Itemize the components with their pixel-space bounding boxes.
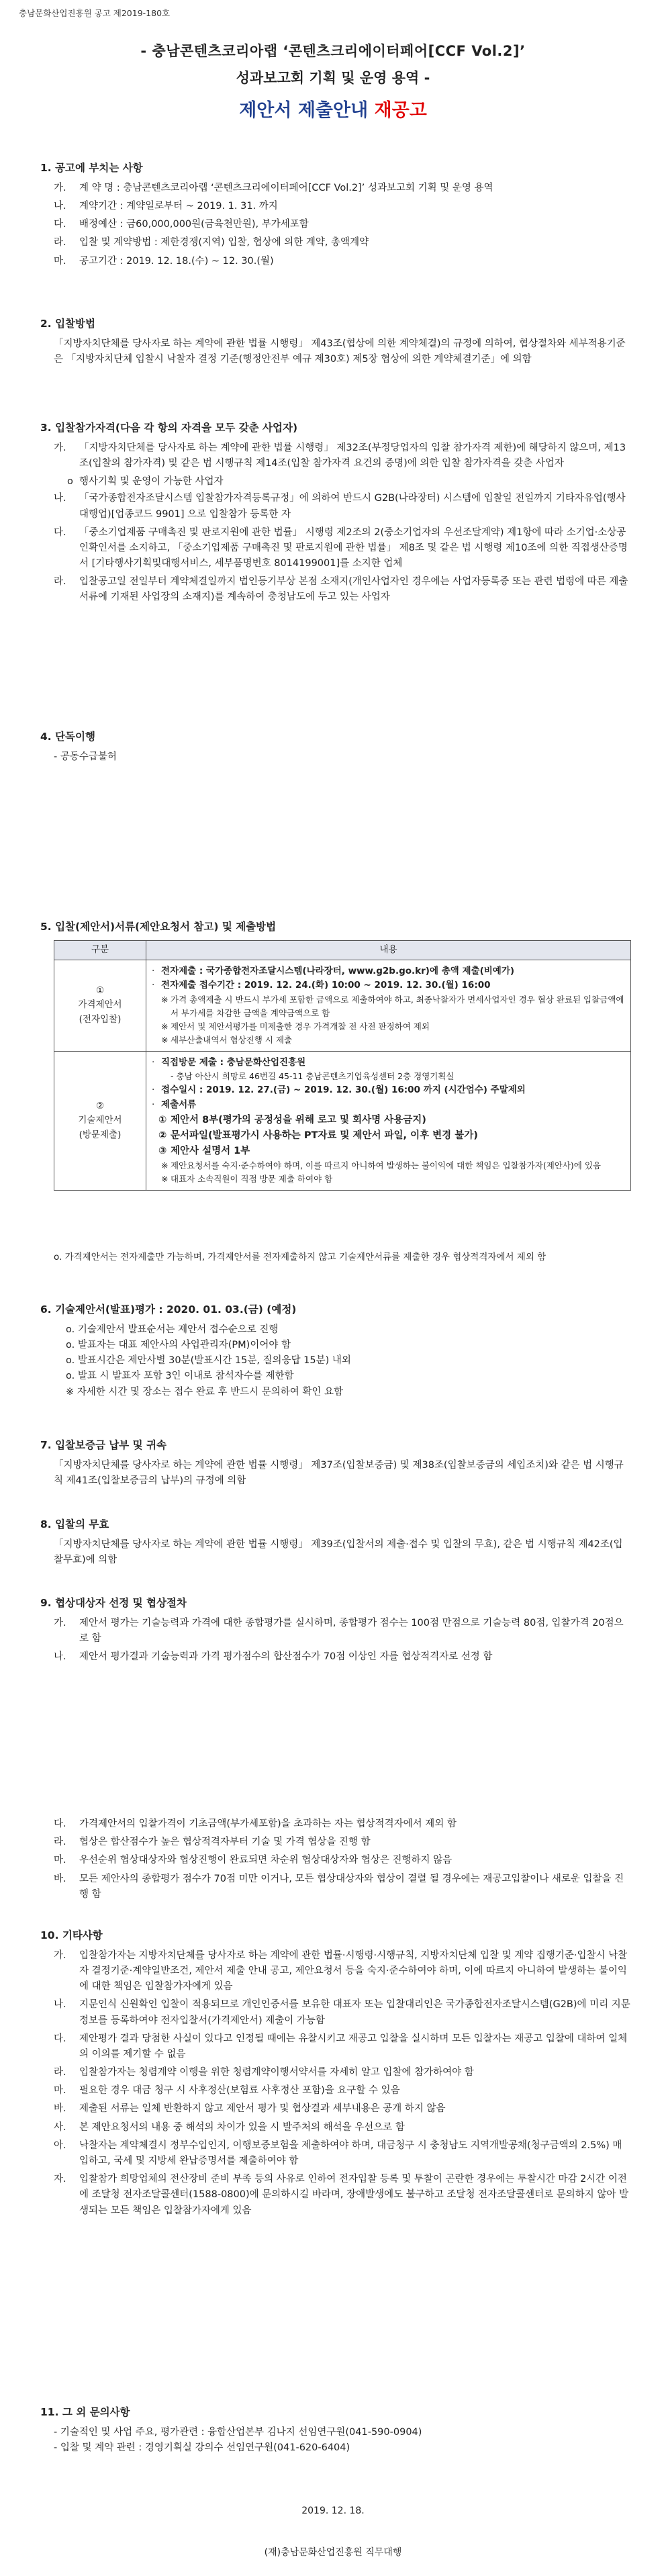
section-7-text: 「지방자치단체를 당사자로 하는 계약에 관한 법률 시행령」 제37조(입찰보증금) 및 제38조(입찰보증금의 세입조치)와 같은 법 시행규칙 제41조(입찰보증금의 납부)의 규정에 의함 <box>54 1459 624 1486</box>
item-text: 본 제안요청서의 내용 중 해석의 차이가 있을 시 발주처의 해석을 우선으로 함 <box>79 2121 405 2133</box>
section-3-item <box>40 574 631 605</box>
title-line-1: - 충남콘텐츠코리아랩 ‘콘텐츠크리에이터페어[CCF Vol.2]’ <box>140 43 526 59</box>
section-3-item <box>40 441 631 471</box>
item-marker: 라. <box>54 1837 66 1848</box>
table-header-kind: 구분 <box>54 941 146 960</box>
section-10-item <box>40 2065 631 2080</box>
cell-note: ※ 제안요청서를 숙지·준수하여야 하며, 이를 따르지 아니하여 발생하는 불이익에 대한 책임은 입찰참가자(제안사)에 있음 <box>161 1160 602 1171</box>
section-6-line: ※ 자세한 시간 및 장소는 접수 완료 후 반드시 문의하여 확인 요함 <box>66 1386 344 1397</box>
section-1 <box>40 160 631 272</box>
section-3 <box>40 420 631 608</box>
section-2 <box>40 316 631 367</box>
item-marker: 라. <box>54 237 66 248</box>
item-text: 공고기간 : 2019. 12. 18.(수) ~ 12. 30.(월) <box>79 255 274 267</box>
cell-line: · 직접방문 제출 : 충남문화산업진흥원 <box>152 1056 306 1068</box>
item-text: 제안서 평가는 기술능력과 가격에 대한 종합평가를 실시하며, 종합평가 점수는 100점 만점으로 기술능력 80점, 입찰가격 20점으로 함 <box>79 1617 624 1644</box>
announcement-date: 2019. 12. 18. <box>301 2505 365 2516</box>
item-marker: 나. <box>54 493 66 504</box>
cell-line: · 전자제출 접수기간 : 2019. 12. 24.(화) 10:00 ~ 2019. 12. 30.(월) 16:00 <box>152 980 491 991</box>
doc-number: 충남문화산업진흥원 공고 제2019-180호 <box>19 8 171 18</box>
table-row <box>54 960 631 1051</box>
item-text: 입찰공고일 전일부터 계약체결일까지 법인등기부상 본점 소재지(개인사업자인 경우에는 사업자등록증 또는 관련 법령에 따른 제출 서류에 기재된 사업장의 소재지)를 계속하여 충청남도에 두고 있는 사업자 <box>79 576 628 603</box>
item-text: 모든 제안사의 종합평가 점수가 70점 미만 이거나, 모든 협상대상자와 협상이 결렬 될 경우에는 재공고입찰이나 새로운 입찰을 진행 함 <box>79 1873 624 1900</box>
item-text: 입찰참가자는 지방자치단체를 당사자로 하는 계약에 관한 법률·시행령·시행규칙, 지방자치단체 입찰 및 계약 집행기준·입찰시 낙찰자 결정기준·계약일반조건, 제안서 제출 안내 공고, 제안요청서 등을 숙지·준수하여야 하며, 이에 따르지 아니하여 발생하는 불이익에 대한 책임은 입찰참가자에게 있음 <box>79 1949 628 1992</box>
cell-note: ※ 제안서 및 제안서평가를 미제출한 경우 가격개찰 전 사전 판정하여 제외 <box>161 1021 430 1031</box>
cell-note-text: 제안요청서를 숙지·준수하여야 하며, 이를 따르지 아니하여 발생하는 불이익에 대한 책임은 입찰참가자(제안사)에 있음 <box>171 1160 602 1171</box>
title-line-2: 성과보고회 기획 및 운영 용역 - <box>236 69 430 86</box>
item-marker: 가. <box>54 1617 66 1628</box>
section-8-text: 「지방자치단체를 당사자로 하는 계약에 관한 법률 시행령」 제39조(입찰서의 제출·접수 및 입찰의 무효), 같은 법 시행규칙 제42조(입찰무효)에 의함 <box>54 1538 623 1565</box>
section-9-item <box>40 1816 631 1832</box>
item-text: 협상은 합산점수가 높은 협상적격자부터 기술 및 가격 협상을 진행 함 <box>79 1837 371 1848</box>
section-3-heading: 3. 입찰참가자격(다음 각 항의 자격을 모두 갖춘 사업자) <box>40 422 298 434</box>
table-header-content: 내용 <box>146 941 631 960</box>
section-6-line: o. 발표 시 발표자 포함 3인 이내로 참석자수를 제한함 <box>66 1371 294 1382</box>
title-reannounce: 재공고 <box>374 100 427 122</box>
section-10-item <box>40 2172 631 2219</box>
table-row <box>54 1051 631 1190</box>
section-1-item <box>40 199 631 214</box>
item-marker: 자. <box>54 2174 66 2185</box>
cell-note-text: 가격 총액제출 시 반드시 부가세 포함한 금액으로 제출하여야 하고, 최종낙찰자가 면세사업자인 경우 협상 완료된 입찰금액에서 부가세를 차감한 금액을 계약금액으로 함 <box>171 994 624 1018</box>
cell-text: 직접방문 제출 : 충남문화산업진흥원 <box>161 1056 306 1068</box>
section-10 <box>40 1927 631 2221</box>
cell-address: - 충남 아산시 희망로 46번길 45-11 충남콘텐츠기업육성센터 2층 경영기획실 <box>171 1071 455 1082</box>
section-9-item <box>40 1649 631 1665</box>
item-marker: o <box>67 476 73 488</box>
section-3-item <box>40 525 631 572</box>
submit-doc-text: 제안사 설명서 1부 <box>171 1145 250 1156</box>
row-label-num: ② <box>95 1100 105 1111</box>
section-8 <box>40 1516 631 1568</box>
cell-note: ※ 세부산출내역서 협상진행 시 제출 <box>161 1034 292 1045</box>
section-3-item <box>40 491 631 522</box>
section-6 <box>40 1301 631 1400</box>
cell-note-text: 대표자 소속직원이 직접 방문 제출 하여야 함 <box>171 1174 333 1185</box>
section-9 <box>40 1595 631 1667</box>
item-text: 가격제안서의 입찰가격이 기초금액(부가세포함)을 초과하는 자는 협상적격자에서 제외 함 <box>79 1819 457 1829</box>
item-marker: 가. <box>54 1949 66 1961</box>
item-marker: 마. <box>54 2085 66 2097</box>
item-marker: 다. <box>54 219 66 230</box>
item-marker: 라. <box>54 2067 66 2078</box>
row-label-method: (전자입찰) <box>79 1013 122 1025</box>
submit-doc-text: 문서파일(발표평가시 사용하는 PT자료 및 제안서 파일, 이후 변경 불가) <box>171 1130 478 1141</box>
item-text: 낙찰자는 계약체결시 정부수입인지, 이행보증보험을 제출하여야 하며, 대금청구 시 충청남도 지역개발공채(청구금액의 2.5%) 매입하고, 국세 및 지방세 완납증명서를 제출하여야 함 <box>79 2140 622 2167</box>
submission-table <box>54 940 631 1191</box>
item-text: 필요한 경우 대금 청구 시 사후정산(보험료 사후정산 포함)을 요구할 수 있음 <box>79 2085 400 2097</box>
section-9-item <box>40 1835 631 1850</box>
section-6-line: o. 발표자는 대표 제안사의 사업관리자(PM)이어야 함 <box>66 1339 291 1350</box>
cell-line: · 전자제출 : 국가종합전자조달시스템(나라장터, www.g2b.go.kr)에 총액 제출(비예가) <box>152 965 515 976</box>
item-marker: 나. <box>54 200 66 212</box>
item-marker: 사. <box>54 2121 66 2133</box>
row-label-price <box>54 960 146 1051</box>
section-4 <box>40 729 631 765</box>
row-label-method: (방문제출) <box>79 1129 122 1140</box>
section-9-item <box>40 1872 631 1902</box>
section-1-item <box>40 235 631 250</box>
cell-line: · 제출서류 <box>152 1099 197 1110</box>
section-10-item <box>40 2120 631 2135</box>
section-3-subitem <box>40 474 631 490</box>
item-text: 제출된 서류는 일체 반환하지 않고 제안서 평가 및 협상결과 세부내용은 공개 하지 않음 <box>79 2103 446 2115</box>
section-2-heading: 2. 입찰방법 <box>40 318 95 330</box>
item-text: 배정예산 : 금60,000,000원(금육천만원), 부가세포함 <box>79 219 309 230</box>
section-6-line: o. 기술제안서 발표순서는 제안서 접수순으로 진행 <box>66 1324 279 1335</box>
row-label-title: 기술제안서 <box>78 1115 122 1126</box>
item-marker: 가. <box>54 442 66 453</box>
title-line-3 <box>0 96 666 125</box>
item-marker: 나. <box>54 1651 66 1663</box>
cell-note: ※ 가격 총액제출 시 반드시 부가세 포함한 금액으로 제출하여야 하고, 최종낙찰자가 면세사업자인 경우 협상 완료된 입찰금액에서 부가세를 차감한 금액을 계약금액으로 함 <box>161 994 624 1018</box>
section-10-item <box>40 1997 631 2028</box>
section-9-item <box>40 1616 631 1647</box>
item-text: 「국가종합전자조달시스템 입찰참가자격등록규정」에 의하여 반드시 G2B(나라장터) 시스템에 입찰일 전일까지 기타자유업(행사대행업)[업종코드 9901] 으로 입찰참가 등록한 자 <box>79 493 626 520</box>
section-11 <box>40 2404 631 2456</box>
row-label-num: ① <box>95 984 105 996</box>
item-text: 지문인식 신원확인 입찰이 적용되므로 개인인증서를 보유한 대표자 또는 입찰대리인은 국가종합전자조달시스템(G2B)에 미리 지문정보를 등록하여야 전자입찰서(가격제안서) 제출이 가능함 <box>79 1999 630 2026</box>
item-text: 제안서 평가결과 기술능력과 가격 평가점수의 합산점수가 70점 이상인 자를 협상적격자로 선정 함 <box>79 1651 493 1663</box>
section-4-heading: 4. 단독이행 <box>40 731 95 743</box>
section-10-item <box>40 1948 631 1995</box>
item-text: 입찰참가 희망업체의 전산장비 준비 부족 등의 사유로 인하여 전자입찰 등록 및 투찰이 곤란한 경우에는 투찰시간 마감 2시간 이전에 조달청 전자조달콜센터(1588-0800)에 문의하시길 바라며, 장애발생에도 불구하고 조달청 전자조달콜센터로 문의하지 않아 발생되는 모든 책임은 입찰참가자에게 있음 <box>79 2174 628 2216</box>
section-5 <box>40 919 631 939</box>
cell-text: 전자제출 : 국가종합전자조달시스템(나라장터, www.g2b.go.kr)에 총액 제출(비예가) <box>161 965 515 976</box>
section-7-heading: 7. 입찰보증금 납부 및 귀속 <box>40 1439 166 1451</box>
section-8-heading: 8. 입찰의 무효 <box>40 1518 109 1530</box>
section-7 <box>40 1437 631 1489</box>
item-text: 입찰참가자는 청렴계약 이행을 위한 청렴계약이행서약서를 자세히 알고 입찰에 참가하여야 함 <box>79 2067 474 2078</box>
row-label-tech <box>54 1051 146 1190</box>
section-9-item <box>40 1853 631 1868</box>
item-marker: 라. <box>54 576 66 588</box>
section-10-item <box>40 2138 631 2169</box>
section-6-line: o. 발표시간은 제안사별 30분(발표시간 15분, 질의응답 15분) 내외 <box>66 1355 351 1367</box>
cell-text: 전자제출 접수기간 : 2019. 12. 24.(화) 10:00 ~ 2019. 12. 30.(월) 16:00 <box>161 980 491 991</box>
item-marker: 다. <box>54 526 66 538</box>
cell-note: ※ 대표자 소속직원이 직접 방문 제출 하여야 함 <box>161 1174 333 1185</box>
section-9-heading: 9. 협상대상자 선정 및 협상절차 <box>40 1597 187 1609</box>
title-block <box>0 40 666 125</box>
item-text: 계 약 명 : 충남콘텐츠코리아랩 ‘콘텐츠크리에이터페어[CCF Vol.2]’ 성과보고회 기획 및 운영 용역 <box>79 182 493 193</box>
submit-doc-item: ② 문서파일(발표평가시 사용하는 PT자료 및 제안서 파일, 이후 변경 불가) <box>158 1130 478 1141</box>
row-content-price <box>146 960 631 1051</box>
section-1-heading: 1. 공고에 부치는 사항 <box>40 162 143 174</box>
section-4-text: - 공동수급불허 <box>54 751 117 762</box>
issuer: (재)충남문화산업진흥원 직무대행 <box>264 2547 402 2558</box>
section-10-item <box>40 2031 631 2062</box>
item-marker: 바. <box>54 1873 66 1884</box>
cell-line: · 접수일시 : 2019. 12. 27.(금) ~ 2019. 12. 30.(월) 16:00 까지 (시간엄수) 주말제외 <box>152 1085 526 1096</box>
section-10-item <box>40 2083 631 2099</box>
section-5-note: o. 가격제안서는 전자제출만 가능하며, 가격제안서를 전자제출하지 않고 기술제안서류를 제출한 경우 협상적격자에서 제외 함 <box>54 1252 546 1262</box>
section-10-heading: 10. 기타사항 <box>40 1929 103 1941</box>
item-text: 제안평가 결과 당첨한 사실이 있다고 인정될 때에는 유찰시키고 재공고 입찰을 실시하며 모든 입찰자는 재공고 입찰에 대하여 일체의 이의를 제기할 수 없음 <box>79 2033 628 2060</box>
item-marker: 마. <box>54 1855 66 1866</box>
section-10-item <box>40 2101 631 2117</box>
section-1-item <box>40 217 631 232</box>
section-5-heading: 5. 입찰(제안서)서류(제안요청서 참고) 및 제출방법 <box>40 921 277 933</box>
item-marker: 다. <box>54 2033 66 2044</box>
cell-text: 접수일시 : 2019. 12. 27.(금) ~ 2019. 12. 30.(월) 16:00 까지 (시간엄수) 주말제외 <box>161 1085 526 1096</box>
item-marker: 아. <box>54 2140 66 2151</box>
section-11-line: - 입찰 및 계약 관련 : 경영기획실 강의수 선임연구원(041-620-6404) <box>54 2442 350 2453</box>
row-content-tech <box>146 1051 631 1190</box>
item-text: 행사기획 및 운영이 가능한 사업자 <box>79 476 224 488</box>
item-text: 「지방자치단체를 당사자로 하는 계약에 관한 법률 시행령」 제32조(부정당업자의 입찰 참가자격 제한)에 해당하지 않으며, 제13조(입찰의 참가자격) 및 같은 법 시행규칙 제14조(입찰 참가자격 요건의 증명)에 의한 입찰 참가자격을 갖춘 사업자 <box>79 442 626 469</box>
item-text: 「중소기업제품 구매촉진 및 판로지원에 관한 법률」 시행령 제2조의 2(중소기업자의 우선조달계약) 제1항에 따라 소기업·소상공인확인서를 소지하고, 「중소기업제품 구매촉진 및 판로지원에 관한 법률」 제8조 및 같은 법 시행령 제10조에 의한 직접생산증명서 [기타행사기획및대행서비스, 세부품명번호 8014199001]를 소지한 업체 <box>79 526 628 569</box>
row-label-title: 가격제안서 <box>78 999 122 1011</box>
cell-note-text: 제안서 및 제안서평가를 미제출한 경우 가격개찰 전 사전 판정하여 제외 <box>171 1021 430 1031</box>
item-marker: 나. <box>54 1999 66 2011</box>
section-2-text: 「지방자치단체를 당사자로 하는 계약에 관한 법률 시행령」 제43조(협상에 의한 계약체결)의 규정에 의하여, 협상절차와 세부적용기준은 「지방자치단체 입찰시 낙찰자 결정 기준(행정안전부 예규 제30호) 제5장 협상에 의한 계약체결기준」에 의함 <box>54 338 626 365</box>
section-11-heading: 11. 그 외 문의사항 <box>40 2406 130 2418</box>
cell-text: 제출서류 <box>161 1099 197 1110</box>
section-11-line: - 기술적인 및 사업 주요, 평가관련 : 융합산업본부 김나지 선임연구원(041-590-0904) <box>54 2426 422 2438</box>
section-6-heading: 6. 기술제안서(발표)평가 : 2020. 01. 03.(금) (예정) <box>40 1303 297 1316</box>
item-text: 입찰 및 계약방법 : 제한경쟁(지역) 입찰, 협상에 의한 계약, 총액계약 <box>79 237 369 248</box>
item-marker: 다. <box>54 1819 66 1829</box>
table-header-row <box>54 941 631 960</box>
item-marker: 마. <box>54 255 66 267</box>
item-marker: 가. <box>54 182 66 193</box>
submit-doc-item: ③ 제안사 설명서 1부 <box>158 1145 250 1156</box>
item-text: 우선순위 협상대상자와 협상진행이 완료되면 차순위 협상대상자와 협상은 진행하지 않음 <box>79 1855 453 1866</box>
item-text: 계약기간 : 계약일로부터 ~ 2019. 1. 31. 까지 <box>79 200 278 212</box>
section-1-item <box>40 181 631 196</box>
section-1-item <box>40 254 631 269</box>
submit-doc-item: ① 제안서 8부(평가의 공정성을 위해 로고 및 회사명 사용금지) <box>158 1114 426 1125</box>
item-marker: 바. <box>54 2103 66 2115</box>
section-9-continued <box>40 1816 631 1905</box>
submit-doc-text: 제안서 8부(평가의 공정성을 위해 로고 및 회사명 사용금지) <box>171 1114 426 1125</box>
cell-note-text: 세부산출내역서 협상진행 시 제출 <box>171 1034 292 1045</box>
title-main: 제안서 제출안내 <box>239 100 375 122</box>
